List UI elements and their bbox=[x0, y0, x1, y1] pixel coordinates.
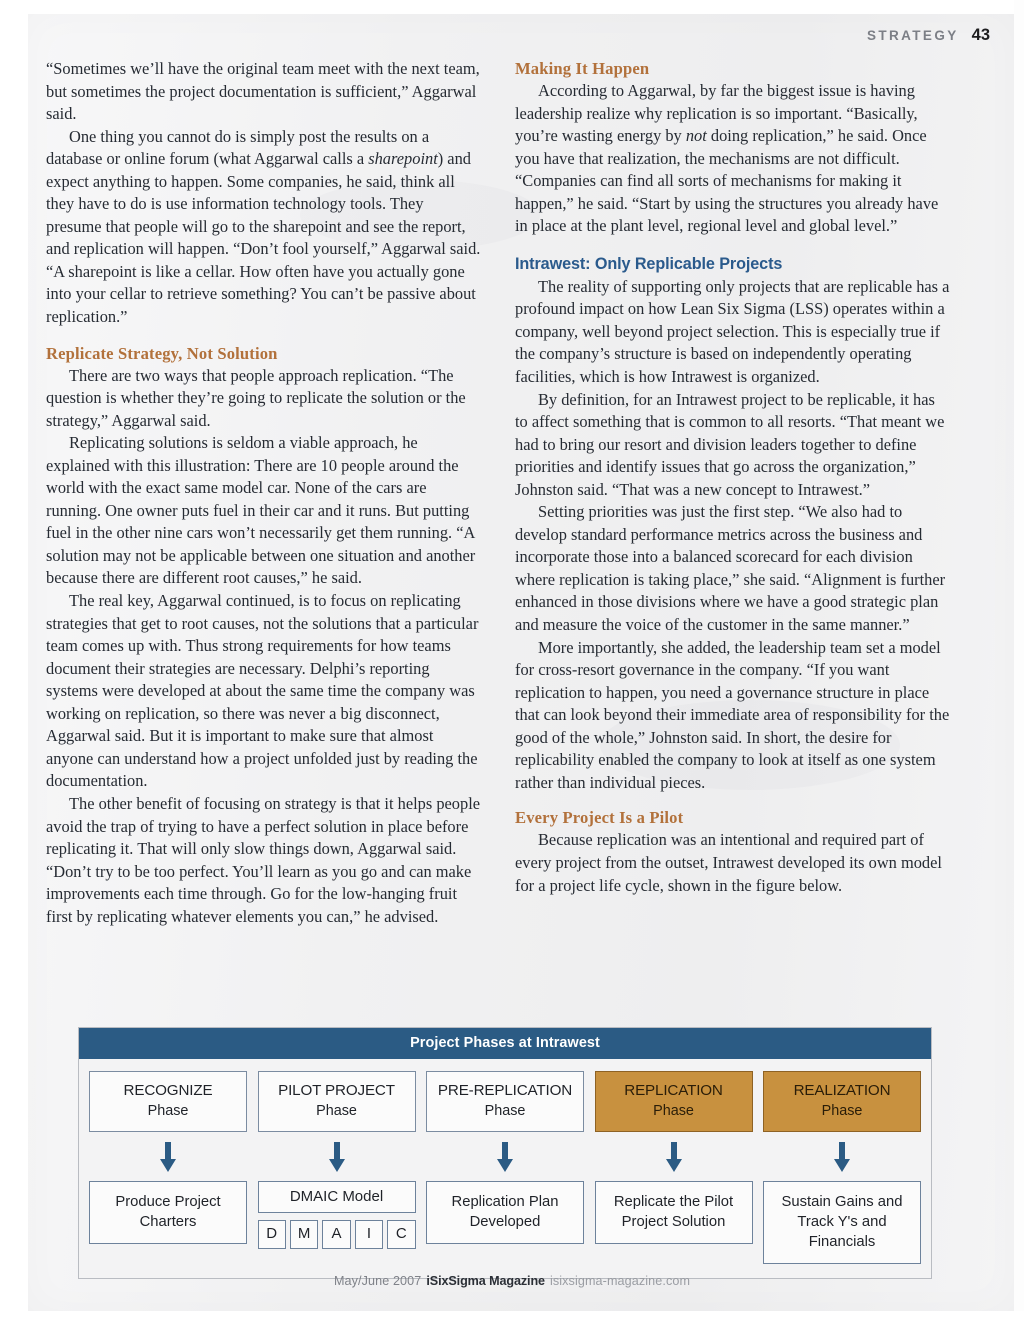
dmaic-letters bbox=[258, 1220, 416, 1249]
footer-issue-date: May/June 2007 bbox=[333, 1274, 422, 1288]
outcome-box-dmaic-model bbox=[258, 1181, 416, 1249]
scan-margin-left bbox=[0, 0, 28, 1325]
left-column bbox=[46, 58, 481, 928]
outcome-cell bbox=[258, 1132, 416, 1264]
outcome-line: Sustain Gains and bbox=[781, 1194, 903, 1210]
scan-margin-top bbox=[0, 0, 1024, 14]
outcome-cell bbox=[595, 1132, 753, 1264]
phase-sublabel: Phase bbox=[653, 1103, 694, 1119]
emphasis-term: not bbox=[685, 126, 707, 146]
dmaic-letter-d: D bbox=[258, 1220, 286, 1249]
section-label: STRATEGY bbox=[866, 28, 959, 43]
outcome-cell bbox=[89, 1132, 247, 1264]
down-arrow-icon bbox=[329, 1142, 345, 1172]
outcome-line: Replicate the Pilot bbox=[613, 1194, 734, 1210]
emphasis-term: sharepoint bbox=[368, 149, 438, 169]
outcome-box-replication-plan-developed bbox=[426, 1181, 584, 1244]
paragraph: By definition, for an Intrawest project to be replicable, it has to affect something that is common to all resorts. “That meant we had to bring our resort and division leaders together to define priorities and identify issues that go across the organization,” Johnston said. “That was a new concept to Intrawest.” bbox=[515, 389, 945, 499]
scan-margin-bottom bbox=[0, 1311, 1024, 1325]
down-arrow-icon bbox=[666, 1142, 682, 1172]
section-heading-every-project: Every Project Is a Pilot bbox=[515, 808, 684, 828]
paragraph: The reality of supporting only projects that are replicable has a profound impact on how Lean Six Sigma (LSS) operates within a company, well beyond project selection. This is especially true if the company’s structure is based on independently operating facilities, which is how Intrawest is organized. bbox=[515, 276, 950, 387]
phase-name: RECOGNIZE bbox=[123, 1082, 213, 1099]
scan-margin-right bbox=[1014, 0, 1024, 1325]
phase-sublabel: Phase bbox=[316, 1103, 357, 1119]
dmaic-letter-m: M bbox=[290, 1220, 318, 1249]
phase-cell bbox=[258, 1071, 416, 1132]
phase-cell bbox=[89, 1071, 247, 1132]
outcome-row bbox=[89, 1132, 921, 1264]
page-number: 43 bbox=[971, 26, 990, 44]
dmaic-letter-a: A bbox=[322, 1220, 350, 1249]
article-columns bbox=[46, 58, 950, 928]
section-heading-replicate-strategy: Replicate Strategy, Not Solution bbox=[46, 343, 278, 363]
dmaic-title: DMAIC Model bbox=[258, 1181, 416, 1213]
paragraph: Setting priorities was just the first step. “We also had to develop standard performance metrics across the business and incorporate those into a balanced scorecard for each division where replication is taking place,” she said. “Alignment is further enhanced in those divisions where we have a good strategic plan and measure the voice of the customer in the same manner.” bbox=[515, 502, 946, 635]
right-column bbox=[515, 58, 950, 928]
figure-title: Project Phases at Intrawest bbox=[79, 1028, 931, 1059]
paragraph-text: One thing you cannot do is simply post the results on a database or online forum (what Aggarwal calls a bbox=[46, 126, 430, 169]
paragraph: There are two ways that people approach replication. “The question is whether they’re going to replicate the solution or the strategy,” Aggarwal said. bbox=[46, 365, 466, 430]
phase-box-realization bbox=[763, 1071, 921, 1132]
outcome-cell bbox=[763, 1132, 921, 1264]
figure-body bbox=[79, 1059, 931, 1278]
paragraph: The real key, Aggarwal continued, is to focus on replicating strategies that get to root causes, not the solutions that a particular team comes up with. Thus strong requirements for how teams document their strategies are necessary. Delphi’s reporting systems were developed at about the same time the company was working on replication, so there was never a big disconnect, Aggarwal said. But it is important to make sure that almost anyone can understand how a project unfolded just by reading the documentation. bbox=[46, 591, 479, 791]
outcome-box-produce-project-charters bbox=[89, 1181, 247, 1244]
outcome-line: Track Y's and Financials bbox=[797, 1214, 887, 1250]
phase-name: REPLICATION bbox=[624, 1082, 723, 1099]
section-heading-making-it-happen: Making It Happen bbox=[515, 59, 650, 78]
paragraph-text: doing replication,” he said. Once you have that realization, the mechanisms are not difficult. “Companies can find all sorts of mechanisms for making it happen,” he said. “Start by using the structures you already have in place at the plant level, regional level and global level.” bbox=[515, 126, 939, 236]
footer-url: isixsigma-magazine.com bbox=[549, 1274, 691, 1288]
phase-sublabel: Phase bbox=[821, 1103, 863, 1119]
outcome-line: Produce Project bbox=[115, 1194, 221, 1210]
paragraph: Because replication was an intentional and required part of every project from the outset, Intrawest developed its own model for a project life cycle, shown in the figure below. bbox=[515, 830, 942, 895]
phase-name: REALIZATION bbox=[793, 1082, 891, 1099]
down-arrow-icon bbox=[497, 1142, 513, 1172]
paragraph: “Sometimes we’ll have the original team meet with the next team, but sometimes the project documentation is sufficient,” Aggarwal said. bbox=[46, 59, 480, 124]
outcome-cell bbox=[426, 1132, 584, 1264]
outcome-box-sustain-gains bbox=[763, 1181, 921, 1264]
section-heading-intrawest: Intrawest: Only Replicable Projects bbox=[515, 254, 783, 273]
down-arrow-icon bbox=[160, 1142, 176, 1172]
phase-name: PILOT PROJECT bbox=[278, 1082, 395, 1099]
phase-cell bbox=[595, 1071, 753, 1132]
phase-cell bbox=[426, 1071, 584, 1132]
phase-box-pilot-project bbox=[258, 1071, 416, 1132]
phase-sublabel: Phase bbox=[147, 1103, 189, 1119]
paragraph: Replicating solutions is seldom a viable approach, he explained with this illustration: There are 10 people around the world with the exact same model car. None of the cars are running. One owner puts fuel in their car and it runs. But putting fuel in the other nine cars won’t necessarily get them running. “A solution may not be applicable between one situation and another because there are different root causes,” he said. bbox=[46, 433, 476, 588]
outcome-box-replicate-the-pilot-project-solution bbox=[595, 1181, 753, 1244]
outcome-line: Developed bbox=[469, 1214, 541, 1230]
paragraph-text: ) and expect anything to happen. Some companies, he said, think all they have to do is use information technology tools. They presume that people will go to the sharepoint and see the report, and replication will happen. “Don’t fool yourself,” Aggarwal said. “A sharepoint is like a cellar. How often have you actually gone into your cellar to retrieve something? You can’t be passive about replication.” bbox=[46, 149, 481, 327]
outcome-line: Project Solution bbox=[621, 1214, 726, 1230]
footer-brand: iSixSigma Magazine bbox=[426, 1274, 545, 1288]
running-head bbox=[867, 26, 990, 45]
phase-row bbox=[89, 1071, 921, 1132]
outcome-line: Charters bbox=[139, 1214, 197, 1230]
phase-name: PRE-REPLICATION bbox=[437, 1082, 573, 1099]
outcome-line: Replication Plan bbox=[451, 1194, 559, 1210]
paragraph bbox=[515, 80, 950, 238]
paragraph: The other benefit of focusing on strategy is that it helps people avoid the trap of trying to have a perfect solution in place before replicating it. That will only slow things down, Aggarwal said. “Don’t try to be too perfect. You’ll learn as you go and can make improvements each time through. Go for the low-hanging fruit first by replicating whatever elements you can,” he advised. bbox=[46, 793, 481, 926]
paragraph-text: According to Aggarwal, by far the biggest issue is having leadership realize why replication is so important. “Basically, you’re wasting energy by bbox=[515, 81, 918, 146]
phase-box-recognize bbox=[89, 1071, 247, 1132]
page-footer bbox=[0, 1274, 1024, 1288]
phase-box-replication bbox=[595, 1071, 753, 1132]
down-arrow-icon bbox=[834, 1142, 850, 1172]
paragraph bbox=[46, 126, 481, 329]
dmaic-letter-c: C bbox=[387, 1220, 415, 1249]
paragraph: More importantly, she added, the leadership team set a model for cross-resort governance in the company. “If you want replication to happen, you need a governance structure in place that can look beyond their immediate area of responsibility for the good of the whole,” Johnston said. In short, the desire for replicability enabled the company to look at itself as one system rather than individual pieces. bbox=[515, 637, 950, 792]
phase-sublabel: Phase bbox=[484, 1103, 526, 1119]
dmaic-letter-i: I bbox=[355, 1220, 383, 1249]
project-phases-figure bbox=[78, 1027, 932, 1279]
phase-cell bbox=[763, 1071, 921, 1132]
phase-box-pre-replication bbox=[426, 1071, 584, 1132]
